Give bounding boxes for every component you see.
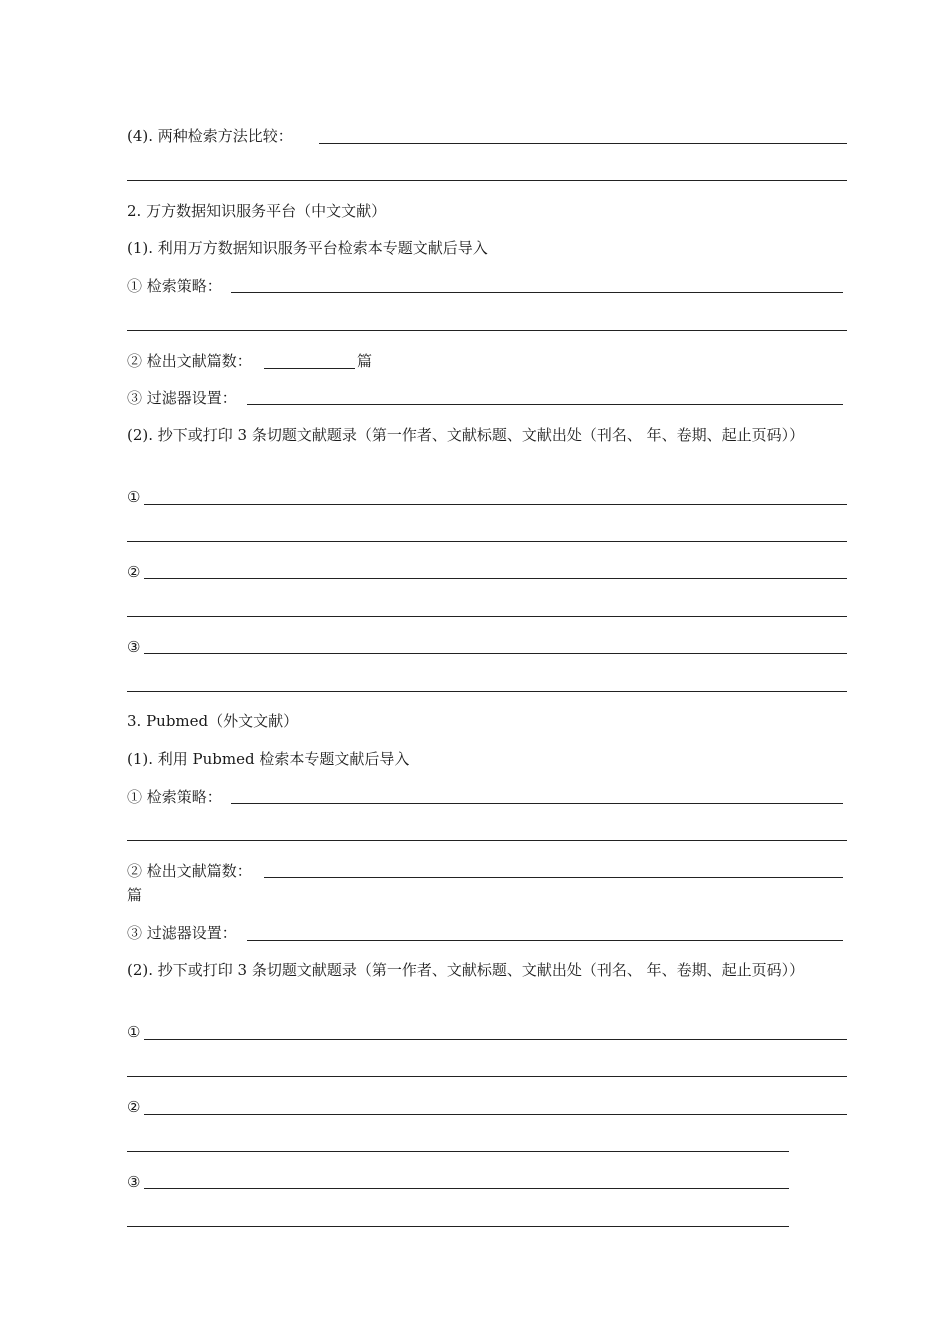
section2-citation-3-line-2[interactable] <box>127 691 847 692</box>
section2-marker-2: ② <box>127 563 141 581</box>
item4-label: (4). 两种检索方法比较： <box>127 127 293 145</box>
item4-answer-line-1[interactable] <box>319 143 847 144</box>
section2-strategy-line-1[interactable] <box>231 292 843 293</box>
section3-citation-1-line-2[interactable] <box>127 1076 847 1077</box>
section3-q1: (1). 利用 Pubmed 检索本专题文献后导入 <box>127 750 410 768</box>
section2-count-unit: 篇 <box>357 352 373 370</box>
section2-count-line[interactable] <box>264 368 355 369</box>
section3-q2: (2). 抄下或打印 3 条切题文献题录（第一作者、文献标题、文献出处（刊名、 年、卷期、起止页码）） <box>127 961 805 979</box>
section3-citation-2-line-1[interactable] <box>144 1114 847 1115</box>
section3-strategy-line-2[interactable] <box>127 840 847 841</box>
section3-filter-line[interactable] <box>247 940 843 941</box>
section2-citation-1-line-2[interactable] <box>127 541 847 542</box>
section2-filter-label: ③ 过滤器设置： <box>127 389 237 407</box>
section3-strategy-label: ① 检索策略： <box>127 788 222 806</box>
section3-strategy-line-1[interactable] <box>231 803 843 804</box>
section2-citation-2-line-1[interactable] <box>144 578 847 579</box>
section2-q2: (2). 抄下或打印 3 条切题文献题录（第一作者、文献标题、文献出处（刊名、 年、卷期、起止页码）） <box>127 426 805 444</box>
section3-citation-2-line-2[interactable] <box>127 1151 789 1152</box>
section3-marker-1: ① <box>127 1023 141 1041</box>
section3-marker-3: ③ <box>127 1173 141 1191</box>
section3-count-label: ② 检出文献篇数： <box>127 862 252 880</box>
section2-marker-3: ③ <box>127 638 141 656</box>
section3-heading: 3. Pubmed（外文文献） <box>127 712 299 730</box>
section3-citation-1-line-1[interactable] <box>144 1039 847 1040</box>
item4-answer-line-2[interactable] <box>127 180 847 181</box>
section3-filter-label: ③ 过滤器设置： <box>127 924 237 942</box>
section2-marker-1: ① <box>127 488 141 506</box>
section2-strategy-label: ① 检索策略： <box>127 277 222 295</box>
section2-heading: 2. 万方数据知识服务平台（中文文献） <box>127 202 387 220</box>
section3-count-unit: 篇 <box>127 886 143 904</box>
section2-q1: (1). 利用万方数据知识服务平台检索本专题文献后导入 <box>127 239 488 257</box>
section2-filter-line[interactable] <box>247 404 843 405</box>
section2-citation-3-line-1[interactable] <box>144 653 847 654</box>
section2-citation-1-line-1[interactable] <box>144 504 847 505</box>
section3-count-line[interactable] <box>264 877 843 878</box>
section2-citation-2-line-2[interactable] <box>127 616 847 617</box>
section3-citation-3-line-2[interactable] <box>127 1226 789 1227</box>
section2-strategy-line-2[interactable] <box>127 330 847 331</box>
section2-count-label: ② 检出文献篇数： <box>127 352 252 370</box>
section3-citation-3-line-1[interactable] <box>144 1188 789 1189</box>
section3-marker-2: ② <box>127 1098 141 1116</box>
